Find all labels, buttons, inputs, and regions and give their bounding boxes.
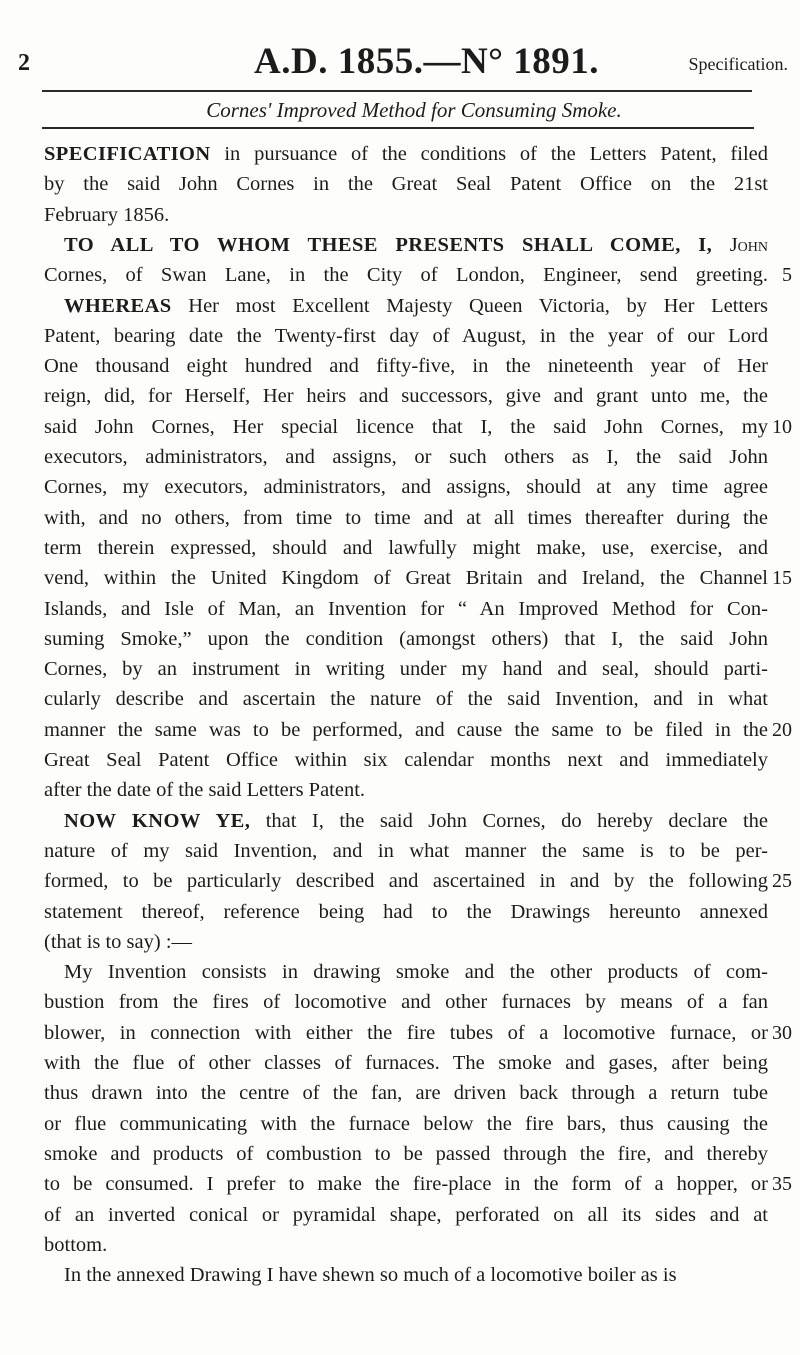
line-number: 35 bbox=[772, 1173, 792, 1196]
line-number: 15 bbox=[772, 567, 792, 590]
line-text: Islands, and Isle of Man, an Invention for “ An Improved Method for Con- bbox=[44, 597, 768, 620]
text-line bbox=[44, 563, 768, 593]
line-bold-text: SPECIFICATION bbox=[44, 143, 211, 165]
line-text: with the flue of other classes of furnaces. The smoke and gases, after being bbox=[44, 1052, 768, 1074]
text-line bbox=[44, 1200, 768, 1230]
line-text: formed, to be particularly described and ascertained in and by the following bbox=[44, 870, 768, 893]
line-text: that I, the said John Cornes, do hereby declare the bbox=[250, 809, 768, 832]
text-line bbox=[44, 200, 768, 230]
line-bold-text: NOW KNOW YE, bbox=[64, 809, 251, 832]
section-label: Specification. bbox=[688, 54, 788, 74]
line-text: February 1856. bbox=[44, 203, 170, 226]
text-line bbox=[44, 1018, 768, 1048]
text-line bbox=[44, 169, 768, 199]
document-subtitle bbox=[0, 98, 800, 123]
line-text: John bbox=[729, 233, 768, 256]
page-header bbox=[18, 36, 788, 96]
text-line bbox=[44, 442, 768, 472]
text-line bbox=[44, 1109, 768, 1139]
text-line bbox=[44, 715, 768, 745]
line-text: In the annexed Drawing I have shewn so much of a locomotive boiler as is bbox=[64, 1264, 677, 1287]
subtitle-rule bbox=[42, 127, 754, 129]
text-line bbox=[64, 806, 768, 836]
line-text: Her most Excellent Majesty Queen Victoria, by Her Letters bbox=[171, 294, 768, 317]
line-text: Great Seal Patent Office within six calendar months next and immediately bbox=[44, 749, 768, 771]
text-line bbox=[44, 503, 768, 533]
line-text: term therein expressed, should and lawfully might make, use, exercise, and bbox=[44, 536, 768, 559]
line-text: (that is to say) :— bbox=[44, 930, 193, 953]
line-number: 10 bbox=[772, 415, 792, 438]
text-line bbox=[44, 897, 768, 927]
text-line bbox=[44, 866, 768, 896]
line-text: My Invention consists in drawing smoke and the other products of com- bbox=[64, 961, 768, 984]
text-line bbox=[44, 321, 768, 351]
line-text: with, and no others, from time to time and at all times thereafter during the bbox=[44, 506, 768, 529]
line-text: Cornes, by an instrument in writing under my hand and seal, should parti- bbox=[44, 658, 768, 681]
line-text: vend, within the United Kingdom of Great Britain and Ireland, the Channel bbox=[44, 567, 768, 590]
line-text: bottom. bbox=[44, 1233, 108, 1256]
text-line bbox=[44, 987, 768, 1017]
subtitle-text: Cornes' Improved Method for Consuming Smoke. bbox=[206, 98, 622, 122]
text-line bbox=[44, 684, 768, 714]
text-line bbox=[44, 745, 768, 775]
line-text: by the said John Cornes in the Great Seal Patent Office on the 21st bbox=[44, 173, 768, 196]
text-line bbox=[44, 351, 768, 381]
text-line bbox=[44, 472, 768, 502]
line-text: thus drawn into the centre of the fan, are driven back through a return tube bbox=[44, 1082, 768, 1105]
line-text: manner the same was to be performed, and cause the same to be filed in the bbox=[44, 718, 768, 741]
text-line bbox=[44, 260, 768, 290]
line-bold-text: WHEREAS bbox=[64, 294, 172, 317]
line-number: 5 bbox=[782, 264, 792, 287]
text-line bbox=[64, 1260, 768, 1290]
header-rule bbox=[42, 90, 752, 92]
line-text: after the date of the said Letters Patent. bbox=[44, 779, 366, 802]
text-line bbox=[44, 1078, 768, 1108]
line-text: bustion from the fires of locomotive and other furnaces by means of a fan bbox=[44, 991, 768, 1014]
line-text: Cornes, my executors, administrators, and assigns, should at any time agree bbox=[44, 476, 768, 499]
text-line bbox=[44, 139, 768, 169]
line-text: statement thereof, reference being had to the Drawings hereunto annexed bbox=[44, 900, 768, 923]
line-text: or flue communicating with the furnace below the fire bars, thus causing the bbox=[44, 1112, 768, 1135]
document-title: A.D. 1855.—N° 1891. bbox=[254, 41, 599, 82]
line-text: nature of my said Invention, and in what manner the same is to be per- bbox=[44, 839, 768, 862]
text-line bbox=[44, 1230, 768, 1260]
line-text: One thousand eight hundred and fifty-five, in the nineteenth year of Her bbox=[44, 355, 768, 378]
text-line bbox=[44, 594, 768, 624]
text-line bbox=[44, 927, 768, 957]
line-text: of an inverted conical or pyramidal shape, perforated on all its sides and at bbox=[44, 1203, 768, 1226]
text-line bbox=[64, 957, 768, 987]
text-line bbox=[44, 624, 768, 654]
text-line bbox=[44, 412, 768, 442]
line-text: said John Cornes, Her special licence that I, the said John Cornes, my bbox=[44, 415, 768, 438]
text-line bbox=[44, 775, 768, 805]
text-line bbox=[44, 1169, 768, 1199]
text-line bbox=[44, 381, 768, 411]
line-number: 25 bbox=[772, 870, 792, 893]
text-line bbox=[44, 533, 768, 563]
line-text: executors, administrators, and assigns, or such others as I, the said John bbox=[44, 446, 768, 468]
text-line bbox=[44, 1048, 768, 1078]
line-bold-text: TO ALL TO WHOM THESE PRESENTS SHALL COME, I, bbox=[64, 233, 730, 256]
line-text: blower, in connection with either the fire tubes of a locomotive furnace, or bbox=[44, 1021, 768, 1044]
line-text: in pursuance of the conditions of the Letters Patent, filed bbox=[210, 143, 768, 165]
line-text: to be consumed. I prefer to make the fire-place in the form of a hopper, or bbox=[44, 1173, 768, 1196]
line-text: Patent, bearing date the Twenty-first day of August, in the year of our Lord bbox=[44, 324, 768, 347]
text-line bbox=[64, 230, 768, 260]
line-text: smoke and products of combustion to be passed through the fire, and thereby bbox=[44, 1142, 768, 1165]
line-text: Cornes, of Swan Lane, in the City of London, Engineer, send greeting. bbox=[44, 264, 768, 287]
line-text: suming Smoke,” upon the condition (amongst others) that I, the said John bbox=[44, 627, 768, 650]
text-line bbox=[44, 1139, 768, 1169]
text-line bbox=[44, 836, 768, 866]
line-text: cularly describe and ascertain the nature of the said Invention, and in what bbox=[44, 688, 768, 711]
line-number: 20 bbox=[772, 718, 792, 741]
line-text: reign, did, for Herself, Her heirs and successors, give and grant unto me, the bbox=[44, 385, 768, 408]
text-line bbox=[64, 291, 768, 321]
page-number: 2 bbox=[18, 50, 30, 76]
text-line bbox=[44, 654, 768, 684]
line-number: 30 bbox=[772, 1021, 792, 1044]
